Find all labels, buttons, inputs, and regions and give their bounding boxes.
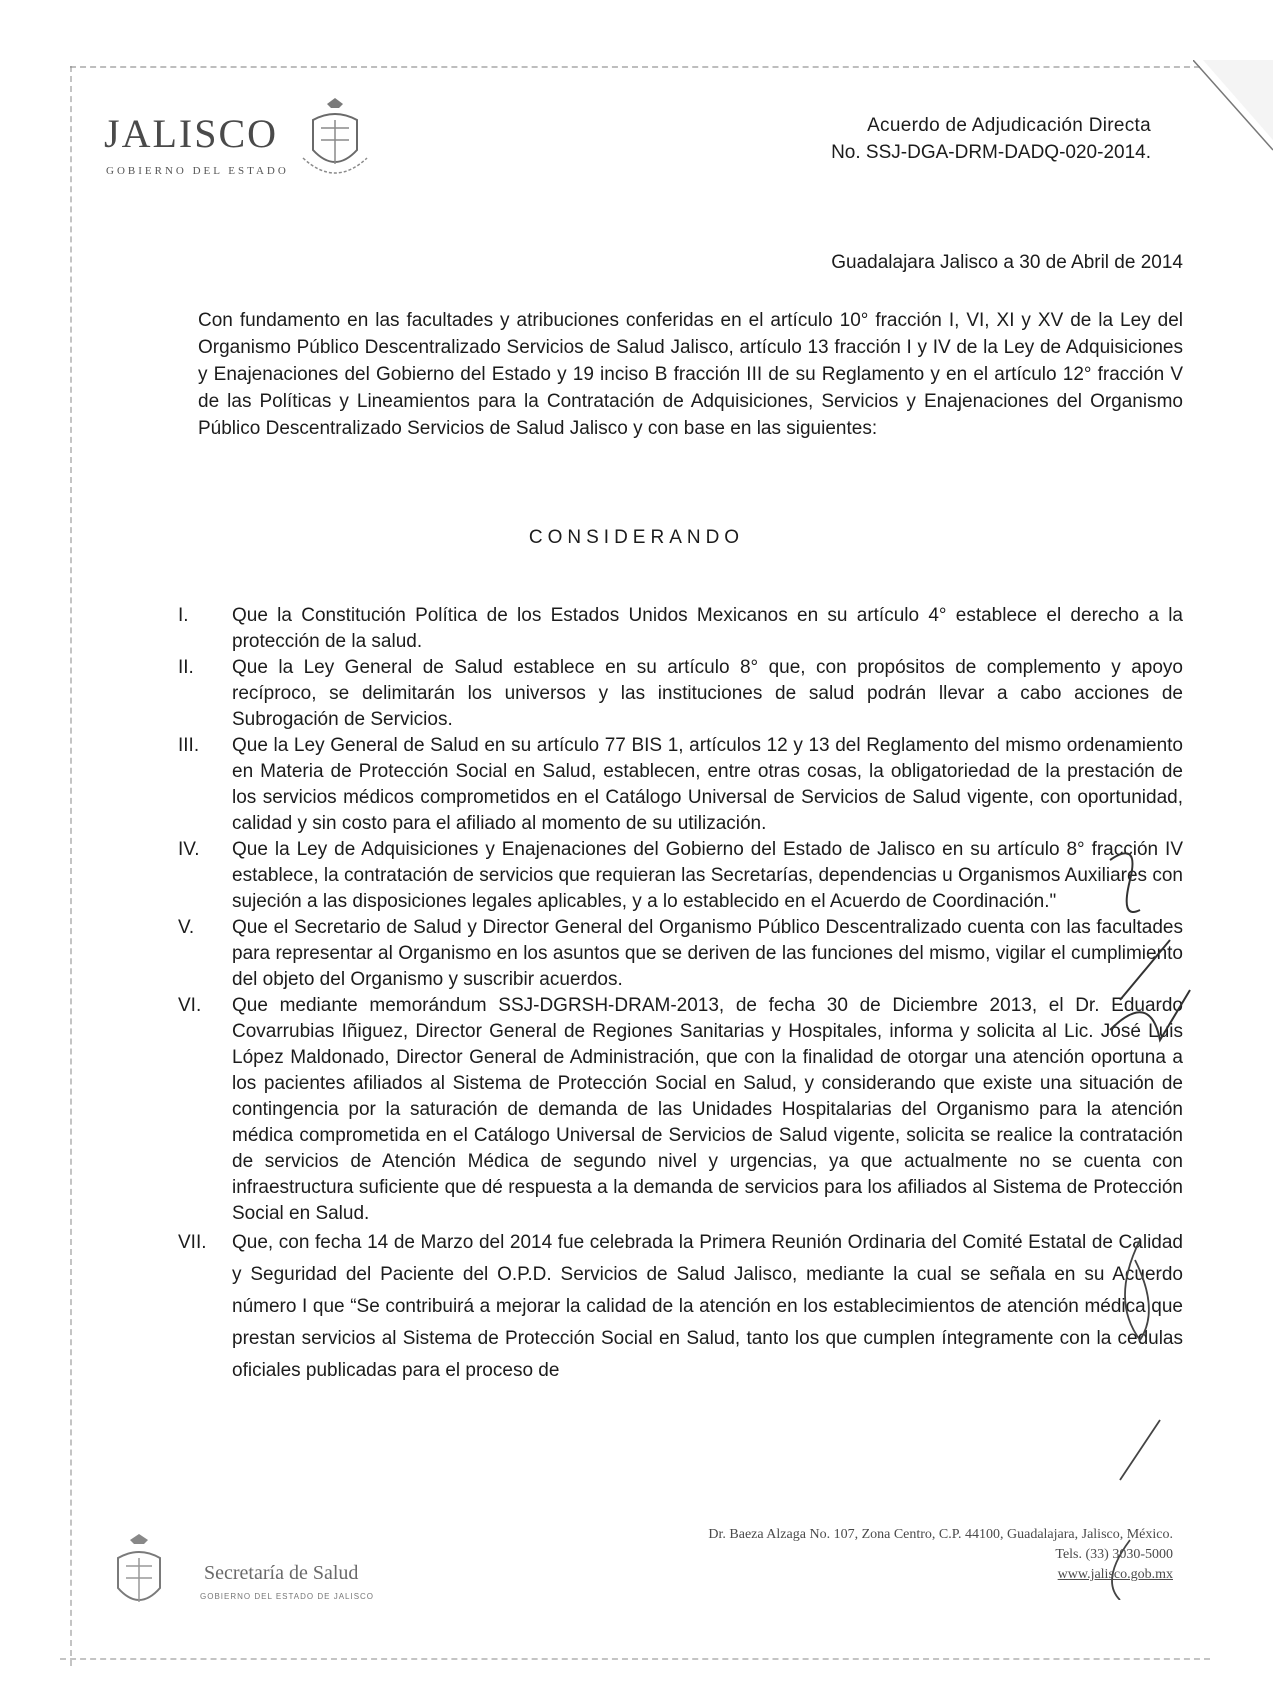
state-crest-icon [299,98,371,182]
intro-paragraph: Con fundamento en las facultades y atribuciones conferidas en el artículo 10° fracción I, VI, XI y XV de la Ley del Organismo Público Descentralizado Servicios de Salud Jalisco, artículo 13 fracción I y IV de la Ley de Adquisiciones y Enajenaciones del Gobierno del Estado y 19 inciso B fracción III de su Reglamento y en el artículo 12° fracción V de las Políticas y Lineamientos para la Contratación de Adquisiciones, Servicios y Enajenaciones del Organismo Público Descentralizado Servicios de Salud Jalisco y con base en las siguientes: [198,310,1183,439]
considerations-list [178,603,1183,1387]
footer-subtitle: GOBIERNO DEL ESTADO DE JALISCO [200,1592,375,1601]
scan-border-bottom [60,1658,1210,1660]
handwritten-signatures-icon [1100,840,1270,1600]
list-item [178,1227,1183,1387]
list-item [178,837,1183,915]
page-corner-fold-icon [1193,60,1273,160]
jalisco-logo [104,98,384,188]
item-text: Que la Ley de Adquisiciones y Enajenaciones del Gobierno del Estado de Jalisco en su artículo 8° fracción IV establece, la contratación de servicios que requieran las Secretarías, dependencias u Organismos Auxiliares con sujeción a las disposiciones legales aplicables, y a lo establecido en el Acuerdo de Coordinación." [232,839,1183,912]
reference-number: No. SSJ-DGA-DRM-DADQ-020-2014. [831,142,1151,163]
health-secretariat-logo [104,1532,404,1622]
health-crest-icon [104,1532,174,1622]
list-item [178,993,1183,1227]
item-text: Que mediante memorándum SSJ-DGRSH-DRAM-2013, de fecha 30 de Diciembre 2013, el Dr. Eduardo Covarrubias Iñiguez, Director General de Regiones Sanitarias y Hospitales, informa y solicita al Lic. José Luis López Maldonado, Director General de Administración, que con la finalidad de otorgar una atención oportuna a los pacientes afiliados al Sistema de Protección Social en Salud, y considerando que existe una situación de contingencia por la saturación de demanda de las Unidades Hospitalarias del Organismo para la atención médica comprometida en el Catálogo Universal de Servicios de Salud vigente, solicita se realice la contratación de servicios de Atención Médica de segundo nivel y urgencias, ya que actualmente no se cuenta con infraestructura suficiente que dé respuesta a la demanda de servicios para los afiliados al Sistema de Protección Social en Salud. [232,995,1183,1224]
document-date: Guadalajara Jalisco a 30 de Abril de 2014 [831,252,1183,273]
item-number: III. [178,735,200,756]
item-text: Que la Ley General de Salud establece en su artículo 8° que, con propósitos de complemento y apoyo recíproco, se delimitarán los universos y las instituciones de salud podrán llevar a cabo acciones de Subrogación de Servicios. [232,657,1183,730]
item-number: VI. [178,995,202,1016]
item-text: Que la Constitución Política de los Estados Unidos Mexicanos en su artículo 4° establece el derecho a la protección de la salud. [232,605,1183,652]
item-number: VII. [178,1232,207,1253]
list-item [178,915,1183,993]
scan-border-left [70,66,72,1666]
item-text: Que el Secretario de Salud y Director General del Organismo Público Descentralizado cuenta con las facultades para representar al Organismo en los asuntos que se deriven de las funciones del mismo, vigilar el cumplimiento del objeto del Organismo y suscribir acuerdos. [232,917,1183,990]
footer-contact [708,1525,1173,1585]
footer-phone: Tels. (33) 3030-5000 [1055,1547,1173,1562]
footer-address: Dr. Baeza Alzaga No. 107, Zona Centro, C.P. 44100, Guadalajara, Jalisco, México. [708,1527,1173,1542]
item-number: I. [178,605,189,626]
item-text: Que, con fecha 14 de Marzo del 2014 fue celebrada la Primera Reunión Ordinaria del Comité Estatal de Calidad y Seguridad del Paciente del O.P.D. Servicios de Salud Jalisco, mediante la cual se señala en su Acuerdo número I que “Se contribuirá a mejorar la calidad de la atención en los establecimientos de atención médica que prestan servicios al Sistema de Protección Social en Salud, tanto los que cumplen íntegramente con la cedulas oficiales publicadas para el proceso de [232,1232,1183,1381]
list-item [178,733,1183,837]
scan-border-top [70,66,1200,68]
list-item [178,603,1183,655]
agreement-reference [831,112,1151,166]
footer-title: Secretaría de Salud [204,1562,359,1584]
list-item [178,655,1183,733]
section-heading: CONSIDERANDO [528,527,745,548]
item-text: Que la Ley General de Salud en su artículo 77 BIS 1, artículos 12 y 13 del Reglamento del mismo ordenamiento en Materia de Protección Social en Salud, establecen, entre otras cosas, la obligatoriedad de la prestación de los servicios médicos comprometidos en el Catálogo Universal de Servicios de Salud vigente, con oportunidad, calidad y sin costo para el afiliado al momento de su utilización. [232,735,1183,834]
footer-website-link[interactable]: www.jalisco.gob.mx [1057,1567,1173,1582]
logo-wordmark: JALISCO [104,111,279,156]
item-number: II. [178,657,194,678]
item-number: IV. [178,839,200,860]
reference-title: Acuerdo de Adjudicación Directa [867,115,1151,136]
item-number: V. [178,917,195,938]
logo-subtitle: GOBIERNO DEL ESTADO [106,165,289,177]
